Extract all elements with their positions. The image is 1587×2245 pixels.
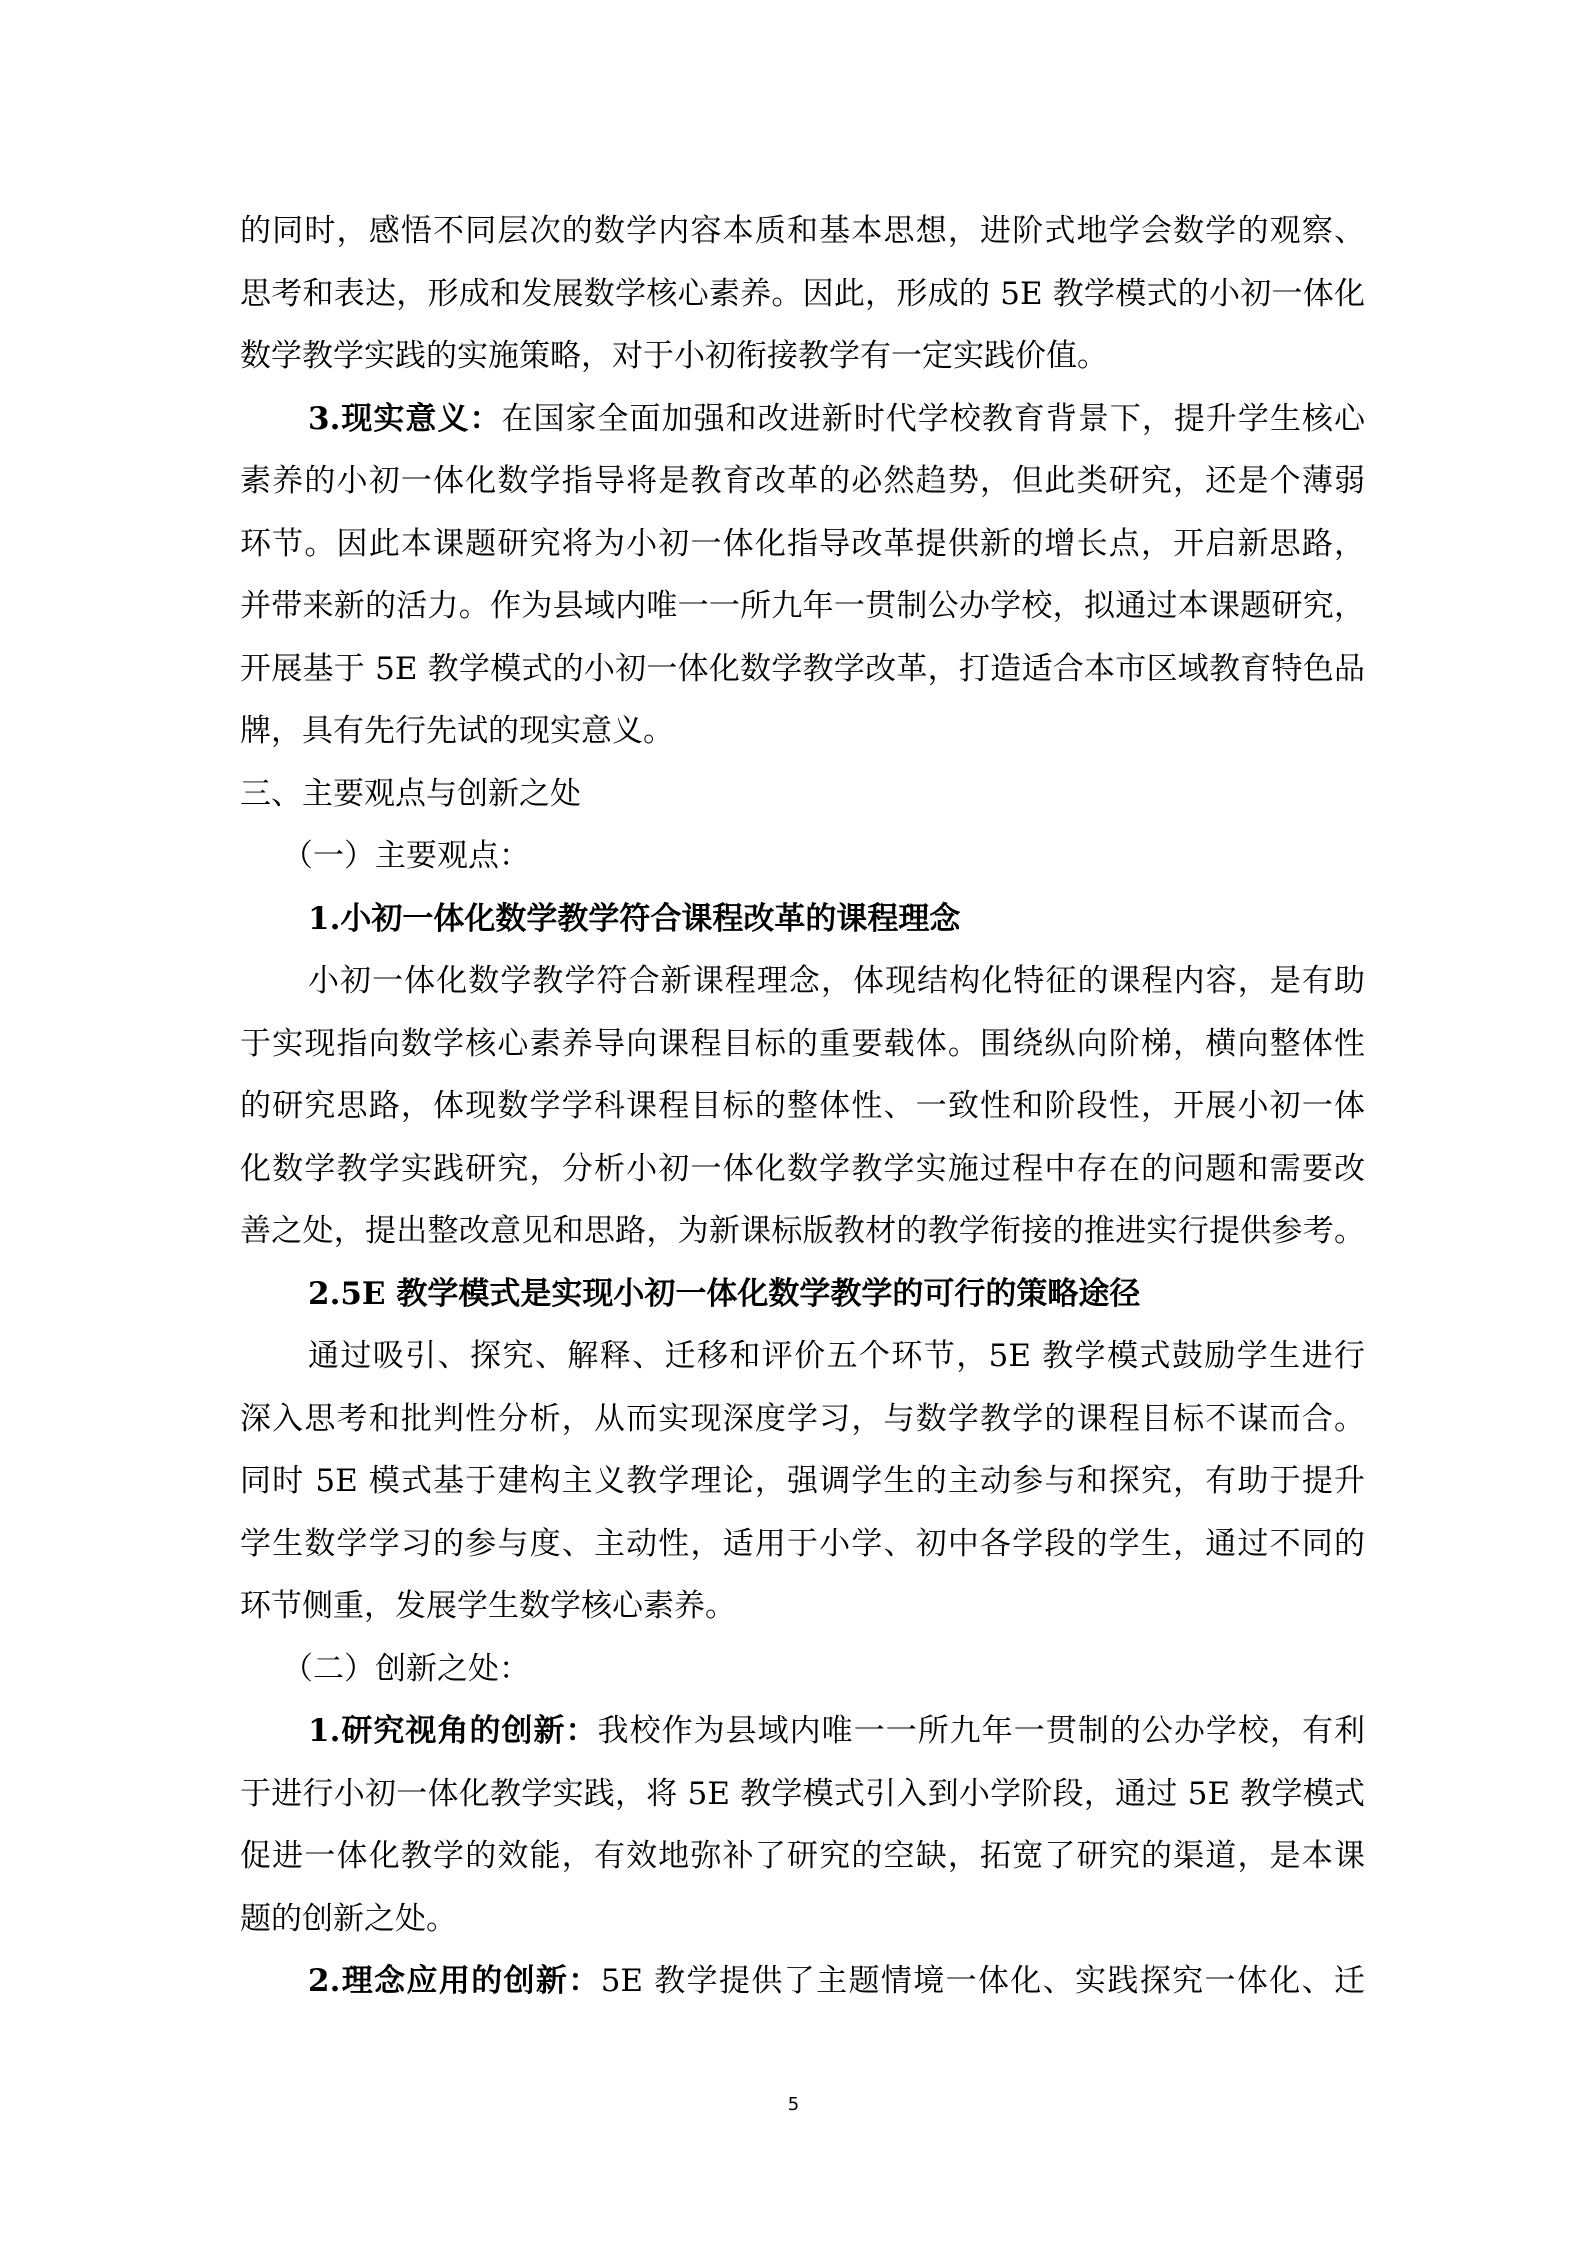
paragraph-line: 题的创新之处。: [240, 1900, 457, 1937]
paragraph-line: 环节侧重，发展学生数学核心素养。: [240, 1588, 736, 1624]
paragraph-line: 深入思考和批判性分析，从而实现深度学习，与数学教学的课程目标不谋而合。: [240, 1400, 1365, 1437]
paragraph-line: 通过吸引、探究、解释、迁移和评价五个环节，5E 教学模式鼓励学生进行: [308, 1338, 1365, 1374]
subsection-heading: （一）主要观点：: [282, 838, 530, 874]
paragraph-line: 数学教学实践的实施策略，对于小初衔接教学有一定实践价值。: [240, 338, 1108, 374]
paragraph-line: 牌，具有先行先试的现实意义。: [240, 713, 674, 749]
subsection-heading: （二）创新之处：: [282, 1650, 530, 1687]
paragraph-line: 环节。因此本课题研究将为小初一体化指导改革提供新的增长点，开启新思路，: [240, 525, 1365, 562]
paragraph-line: 素养的小初一体化数学指导将是教育改革的必然趋势，但此类研究，还是个薄弱: [240, 463, 1365, 499]
paragraph-first-line: [240, 388, 1365, 451]
paragraph-line: 思考和表达，形成和发展数学核心素养。因此，形成的 5E 教学模式的小初一体化: [240, 275, 1365, 312]
paragraph-line: 于进行小初一体化教学实践，将 5E 教学模式引入到小学阶段，通过 5E 教学模式: [240, 1775, 1365, 1812]
paragraph-line: 学生数学学习的参与度、主动性，适用于小学、初中各学段的学生，通过不同的: [240, 1525, 1365, 1562]
point-heading-text: 2.5E 教学模式是实现小初一体化数学教学的可行的策略途径: [308, 1275, 1141, 1312]
paragraph-text: 在国家全面加强和改进新时代学校教育背景下，提升学生核心: [501, 400, 1365, 437]
document-body: [240, 200, 1365, 2013]
section-heading: 三、主要观点与创新之处: [240, 775, 581, 812]
paragraph-line: 的同时，感悟不同层次的数学内容本质和基本思想，进阶式地学会数学的观察、: [240, 213, 1365, 249]
page-number: 5: [787, 2094, 800, 2115]
point-heading: [240, 1263, 1365, 1326]
paragraph-line: 善之处，提出整改意见和思路，为新课标版教材的教学衔接的推进实行提供参考。: [240, 1213, 1365, 1249]
paragraph-text: 我校作为县域内唯一一所九年一贯制的公办学校，有利: [597, 1713, 1365, 1749]
paragraph-line: 于实现指向数学核心素养导向课程目标的重要载体。围绕纵向阶梯，横向整体性: [240, 1025, 1365, 1062]
paragraph-first-line: [240, 1950, 1365, 2013]
paragraph-lead: 1.研究视角的创新：: [308, 1713, 598, 1749]
paragraph-line: 小初一体化数学教学符合新课程理念，体现结构化特征的课程内容，是有助: [308, 963, 1365, 999]
paragraph-line: 的研究思路，体现数学学科课程目标的整体性、一致性和阶段性，开展小初一体: [240, 1088, 1365, 1124]
point-heading-text: 1.小初一体化数学教学符合课程改革的课程理念: [308, 900, 961, 937]
paragraph-line: 促进一体化教学的效能，有效地弥补了研究的空缺，拓宽了研究的渠道，是本课: [240, 1838, 1365, 1874]
paragraph-lead: 3.现实意义：: [308, 400, 502, 437]
paragraph-line: 化数学教学实践研究，分析小初一体化数学教学实施过程中存在的问题和需要改: [240, 1150, 1365, 1187]
paragraph-line: 并带来新的活力。作为县域内唯一一所九年一贯制公办学校，拟通过本课题研究，: [240, 588, 1365, 624]
paragraph-first-line: [240, 1700, 1365, 1763]
paragraph-line: 开展基于 5E 教学模式的小初一体化数学教学改革，打造适合本市区域教育特色品: [240, 650, 1365, 687]
paragraph-text: 5E 教学提供了主题情境一体化、实践探究一体化、迁: [600, 1963, 1365, 1999]
paragraph-line: 同时 5E 模式基于建构主义教学理论，强调学生的主动参与和探究，有助于提升: [240, 1463, 1365, 1499]
point-heading: [240, 888, 1365, 951]
paragraph-lead: 2.理念应用的创新：: [308, 1963, 601, 1999]
